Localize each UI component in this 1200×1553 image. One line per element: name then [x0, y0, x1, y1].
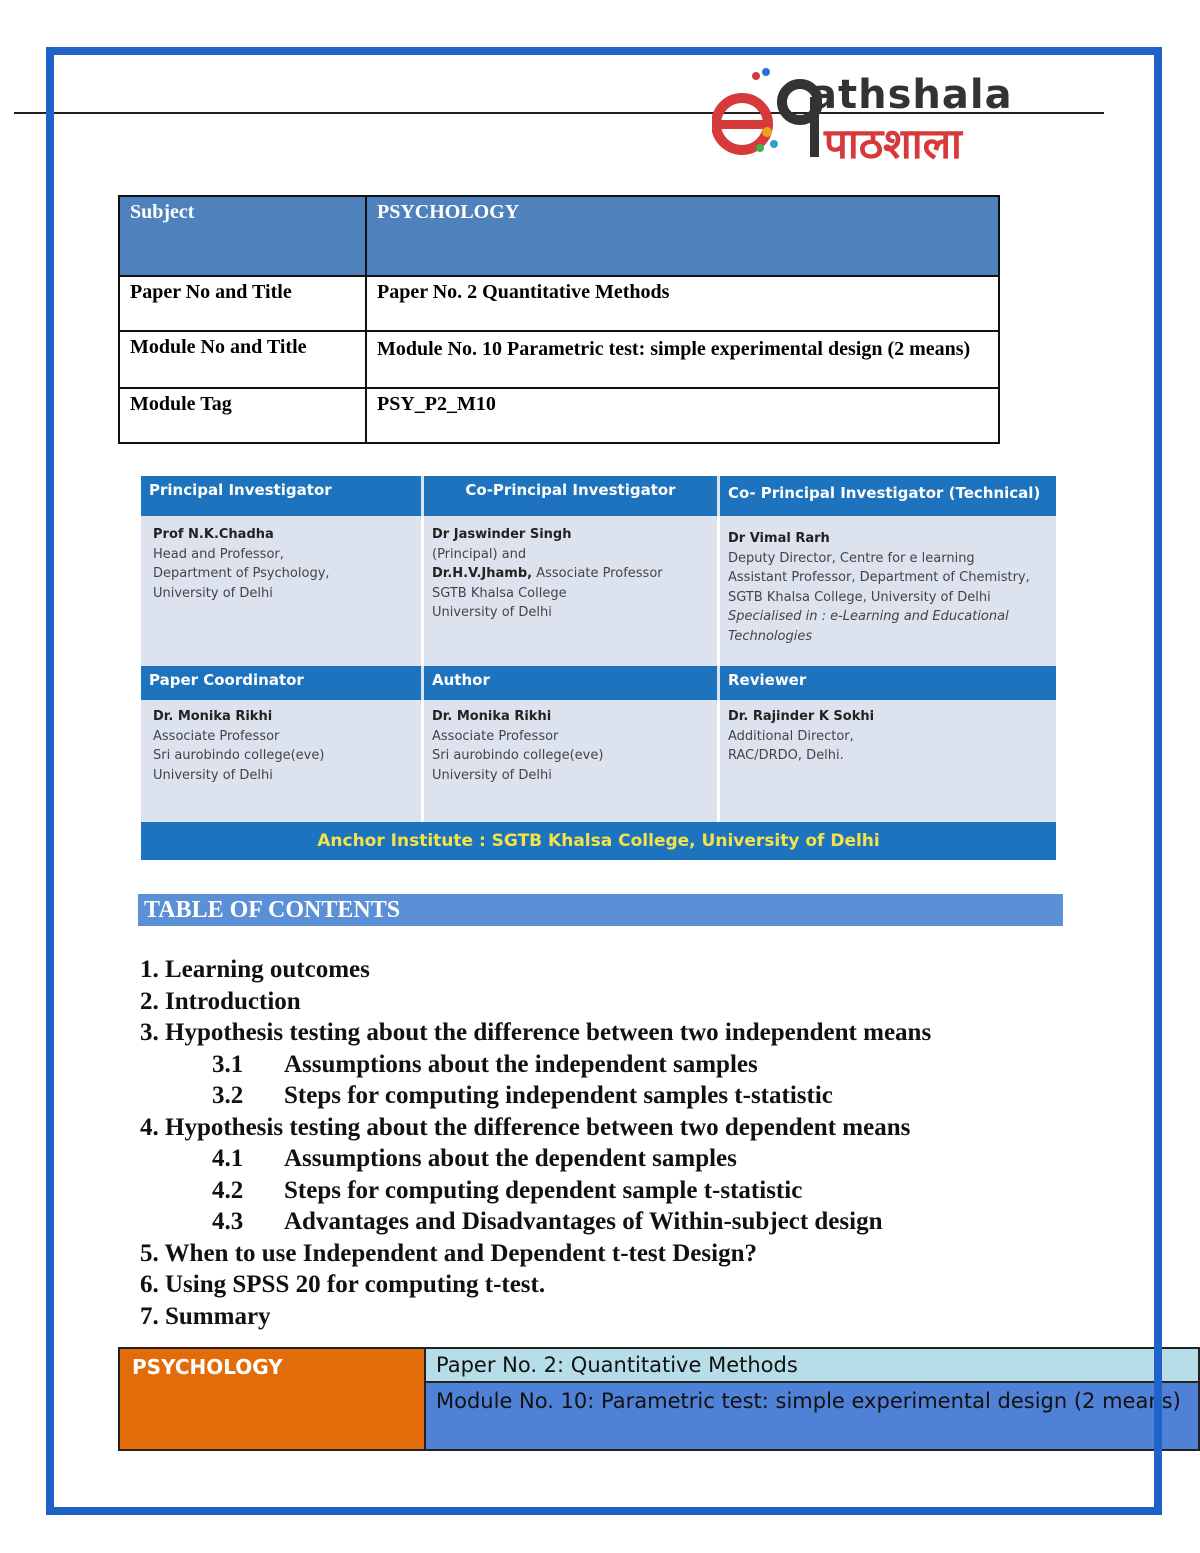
- toc-item: 4. Hypothesis testing about the difference between two dependent means: [140, 1113, 911, 1141]
- reviewer-name: Dr. Rajinder K Sokhi: [728, 709, 875, 724]
- team-header-author: Author: [424, 666, 717, 700]
- toc-subitem-text: Steps for computing independent samples t-statistic: [284, 1082, 833, 1109]
- table-cell-key: Module Tag: [119, 388, 366, 443]
- copi-tech-line: Assistant Professor, Department of Chemistry,: [728, 570, 1030, 585]
- team-cell-reviewer: [720, 703, 1056, 770]
- author-line: Associate Professor: [432, 728, 559, 744]
- toc-subitem-text: Advantages and Disadvantages of Within-subject design: [284, 1208, 883, 1235]
- footer-module: Module No. 10: Parametric test: simple experimental design (2 means): [426, 1383, 1200, 1451]
- table-cell-value: Module No. 10 Parametric test: simple experimental design (2 means): [366, 331, 999, 388]
- toc-item: 5. When to use Independent and Dependent t-test Design?: [140, 1239, 757, 1267]
- footer-subject: PSYCHOLOGY: [118, 1347, 426, 1451]
- coordinator-line: University of Delhi: [153, 767, 273, 783]
- table-cell-key: Module No and Title: [119, 331, 366, 388]
- coordinator-line: Sri aurobindo college(eve): [153, 748, 325, 763]
- table-row: [119, 276, 999, 331]
- toc-item: 3. Hypothesis testing about the difference between two independent means: [140, 1019, 932, 1046]
- coordinator-name: Dr. Monika Rikhi: [153, 709, 273, 724]
- page-footer: [118, 1347, 1200, 1451]
- toc-subitem: [140, 1206, 931, 1238]
- table-row: [119, 196, 999, 276]
- logo-latin-text: athshala: [810, 72, 1013, 118]
- copi-name: Dr Jaswinder Singh: [432, 527, 572, 542]
- copi-line: University of Delhi: [432, 605, 552, 620]
- copi-tech-name: Dr Vimal Rarh: [728, 531, 830, 546]
- toc-subitem: [140, 1143, 931, 1175]
- team-header-copi: Co-Principal Investigator: [424, 476, 717, 516]
- toc-item: 7. Summary: [140, 1302, 271, 1330]
- project-team-panel: [141, 476, 1056, 860]
- toc-heading: TABLE OF CONTENTS: [138, 894, 1063, 926]
- table-cell-value: PSY_P2_M10: [366, 388, 999, 443]
- toc-item: 1. Learning outcomes: [140, 956, 370, 983]
- anchor-institute-bar: Anchor Institute : SGTB Khalsa College, University of Delhi: [141, 822, 1056, 860]
- table-cell-value: PSYCHOLOGY: [366, 196, 999, 276]
- toc-subitem-text: Assumptions about the dependent samples: [284, 1145, 737, 1172]
- pi-line: Head and Professor,: [153, 546, 284, 562]
- team-cell-copi: [424, 521, 717, 627]
- toc-item: 6. Using SPSS 20 for computing t-test.: [140, 1271, 546, 1298]
- reviewer-line: RAC/DRDO, Delhi.: [728, 748, 844, 763]
- toc-subitem-text: Assumptions about the independent samples: [284, 1050, 758, 1078]
- team-cell-coordinator: [145, 703, 421, 789]
- epathshala-logo: [712, 62, 1072, 172]
- pi-name: Prof N.K.Chadha: [153, 527, 274, 542]
- copi-tech-line: Deputy Director, Centre for e learning: [728, 550, 975, 566]
- copi-line: Associate Professor: [532, 566, 663, 581]
- column-divider: [421, 516, 424, 666]
- table-cell-value: Paper No. 2 Quantitative Methods: [366, 276, 999, 331]
- team-cell-copi-tech: [720, 525, 1056, 650]
- column-divider: [717, 516, 720, 666]
- toc-subitem: [140, 1049, 931, 1081]
- author-line: Sri aurobindo college(eve): [432, 748, 604, 763]
- copi-line: SGTB Khalsa College: [432, 585, 567, 601]
- copi-tech-specialisation: Specialised in : e-Learning and Educational Technologies: [728, 609, 1009, 644]
- toc-subitem: [140, 1175, 931, 1207]
- reviewer-line: Additional Director,: [728, 728, 854, 744]
- column-divider: [421, 700, 424, 822]
- toc-subitem-number: 3.1: [212, 1050, 244, 1078]
- toc-subitem-number: 4.1: [212, 1145, 244, 1172]
- toc-subitem-text: Steps for computing dependent sample t-statistic: [284, 1176, 803, 1204]
- table-cell-key: Paper No and Title: [119, 276, 366, 331]
- team-cell-author: [424, 703, 717, 789]
- footer-paper: Paper No. 2: Quantitative Methods: [426, 1347, 1200, 1383]
- coordinator-line: Associate Professor: [153, 728, 280, 744]
- copi-name-2: Dr.H.V.Jhamb,: [432, 566, 533, 581]
- author-line: University of Delhi: [432, 767, 552, 783]
- table-of-contents: [140, 954, 931, 1332]
- epathshala-logo-mark-icon: [712, 62, 822, 172]
- toc-subitem: [140, 1080, 931, 1112]
- column-divider: [717, 700, 720, 822]
- team-cell-pi: [145, 521, 421, 607]
- toc-subitem-number: 3.2: [212, 1082, 244, 1109]
- logo-devanagari-text: पाठशाला: [824, 119, 962, 168]
- pi-line: University of Delhi: [153, 585, 273, 601]
- toc-item: 2. Introduction: [140, 987, 301, 1015]
- toc-subitem-number: 4.3: [212, 1208, 244, 1235]
- toc-subitem-number: 4.2: [212, 1176, 244, 1204]
- table-cell-key: Subject: [119, 196, 366, 276]
- team-header-pi: Principal Investigator: [141, 476, 421, 516]
- table-row: [119, 388, 999, 443]
- module-info-table: [118, 195, 1000, 444]
- copi-tech-line: SGTB Khalsa College, University of Delhi: [728, 589, 991, 605]
- team-header-reviewer: Reviewer: [720, 666, 1056, 700]
- author-name: Dr. Monika Rikhi: [432, 709, 552, 724]
- team-header-copi-tech: Co- Principal Investigator (Technical): [720, 476, 1056, 516]
- team-header-coordinator: Paper Coordinator: [141, 666, 421, 700]
- copi-line: (Principal) and: [432, 546, 527, 562]
- pi-line: Department of Psychology,: [153, 566, 330, 581]
- table-row: [119, 331, 999, 388]
